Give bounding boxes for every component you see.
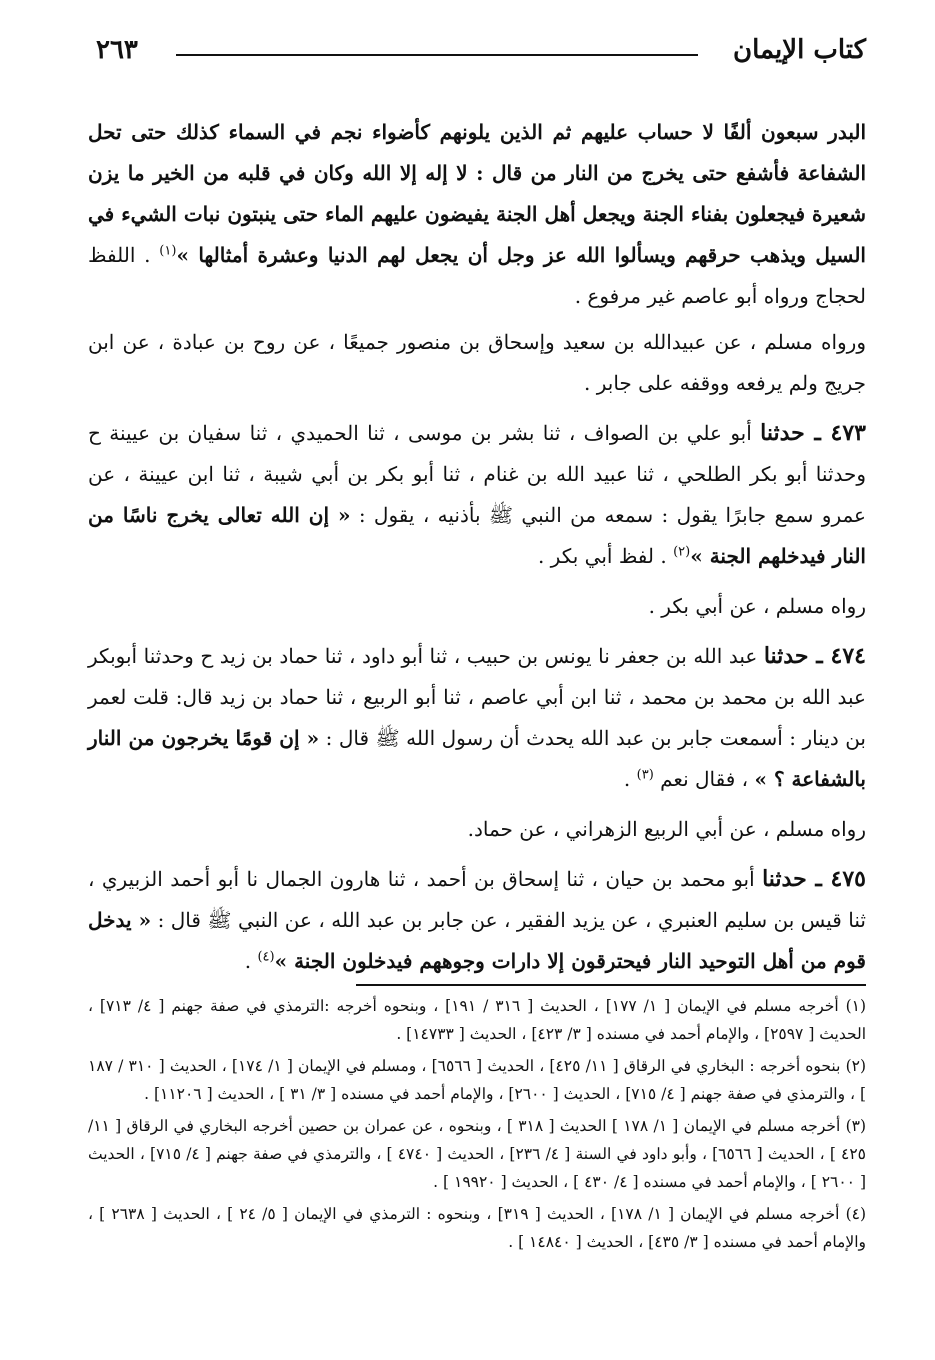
hadith-tail-end: . bbox=[623, 767, 637, 791]
footnote-2: (٢) بنحوه أخرجه : البخاري في الرقاق [ ١١/ ٤٢٥] ، الحديث [ ٦٥٦٦] ، ومسلم في الإيمان [ ١/ ١٧٤] ، الحديث [ ٣١٠ / ١٨٧ ] ، والترمذي في صفة جهنم [ ٤/ ٧١٥] ، الحديث [ ٢٦٠٠] ، والإمام أحمد في مسنده [ ٣/ ٣١ ] ، الحديث [ ١١٢٠٦] . bbox=[88, 1057, 867, 1103]
intro-paragraph bbox=[88, 112, 866, 317]
footnote-4: (٤) أخرجه مسلم في الإيمان [ ١/ ١٧٨] ، الحديث [ ٣١٩] ، وبنحوه : الترمذي في الإيمان [ ٥/ ٢٤ ] ، الحديث [ ٢٦٣٨ ] ، والإمام أحمد في مسنده [ ٣/ ٤٣٥] ، الحديث [ ١٤٨٤٠ ] . bbox=[88, 1205, 867, 1251]
narration-paragraph: ورواه مسلم ، عن عبيدالله بن سعيد وإسحاق بن منصور جميعًا ، عن روح بن عبادة ، عن ابن جريج ولم يرفعه ووقفه على جابر . bbox=[88, 330, 866, 395]
main-text bbox=[88, 112, 866, 991]
footnote-separator bbox=[356, 984, 866, 986]
footnote-mark: (٣) bbox=[636, 767, 654, 783]
header-rule bbox=[176, 54, 698, 56]
isnad-text: أبو محمد بن حيان ، ثنا إسحاق بن أحمد ، ثنا هارون الجمال نا أبو أحمد الزبيري ، ثنا قيس بن سليم العنبري ، عن يزيد الفقير ، عن جابر بن عبد الله ، عن النبي ﷺ قال : bbox=[88, 867, 866, 932]
hadith-number: ٤٧٥ ـ حدثنا bbox=[762, 866, 866, 892]
matn-bold: « يدخل قوم من أهل التوحيد النار فيحترقون إلا دارات وجوههم فيدخلون الجنة » bbox=[88, 908, 866, 973]
hadith-473 bbox=[88, 413, 866, 577]
narration-paragraph: رواه مسلم ، عن أبي الربيع الزهراني ، عن حماد. bbox=[467, 817, 866, 841]
hadith-number: ٤٧٣ ـ حدثنا bbox=[760, 420, 866, 446]
hadith-474 bbox=[88, 636, 866, 800]
running-title: كتاب الإيمان bbox=[732, 35, 866, 65]
intro-tail: . اللفظ لحجاج ورواه أبو عاصم غير مرفوع . bbox=[88, 243, 866, 308]
page-number: ٢٦٣ bbox=[96, 35, 138, 65]
footnotes bbox=[88, 992, 866, 1260]
isnad-text: عبد الله بن جعفر نا يونس بن حبيب ، ثنا أبو داود ، ثنا حماد بن زيد ح وحدثنا أبوبكر عبد الله بن محمد بن محمد ، ثنا ابن أبي عاصم ، ثنا أبو الربيع ، ثنا حماد بن زيد قال: قلت لعمر بن دينار : أسمعت جابر بن عبد الله يحدث أن رسول الله ﷺ قال : bbox=[88, 644, 866, 750]
hadith-tail: . لفظ أبي بكر . bbox=[537, 544, 674, 568]
footnote-mark: (٤) bbox=[257, 949, 275, 965]
hadith-number: ٤٧٤ ـ حدثنا bbox=[763, 643, 866, 669]
matn-bold: « إن قومًا يخرجون من النار بالشفاعة ؟ » bbox=[88, 726, 866, 791]
isnad-text: أبو علي بن الصواف ، ثنا بشر بن موسى ، ثنا الحميدي ، ثنا سفيان بن عيينة ح وحدثنا أبو بكر الطلحي ، ثنا عبيد الله بن غنام ، ثنا أبو بكر بن أبي شيبة ، ثنا ابن عيينة ، عن عمرو سمع جابرًا يقول : سمعه من النبي ﷺ بأذنيه ، يقول : bbox=[88, 421, 866, 527]
matn-bold: « إن الله تعالى يخرج ناسًا من النار فيدخلهم الجنة » bbox=[88, 503, 866, 568]
footnote-1: (١) أخرجه مسلم في الإيمان [ ١/ ١٧٧] ، الحديث [ ٣١٦ / ١٩١] ، وبنحوه أخرجه :الترمذي في صفة جهنم [ ٤/ ٧١٣] ، الحديث [ ٢٥٩٧] ، والإمام أحمد في مسنده [ ٣/ ٤٢٣] ، الحديث [ ١٤٧٣٣] . bbox=[88, 997, 867, 1043]
narration-paragraph: رواه مسلم ، عن أبي بكر . bbox=[648, 594, 866, 618]
footnote-mark: (١) bbox=[159, 243, 177, 259]
footnote-3: (٣) أخرجه مسلم في الإيمان [ ١/ ١٧٨ ] الحديث [ ٣١٨ ] ، وبنحوه ، عن عمران بن حصين أخرجه البخاري في الرقاق [ ١١/ ٤٢٥ ] ، الحديث [ ٦٥٦٦] ، وأبو داود في السنة [ ٤/ ٢٣٦] ، الحديث [ ٤٧٤٠ ] ، والترمذي في صفة جهنم [ ٤/ ٧١٥] ، الحديث [ ٢٦٠٠ ] ، والإمام أحمد في مسنده [ ٤/ ٤٣٠ ] ، الحديث [ ١٩٩٢٠ ] . bbox=[88, 1117, 867, 1191]
hadith-tail: . bbox=[244, 949, 258, 973]
hadith-text-bold: البدر سبعون ألفًا لا حساب عليهم ثم الذين يلونهم كأضواء نجم في السماء كذلك حتى تحل الشفاعة فأشفع حتى يخرج من النار من قال : لا إله إلا الله وكان في قلبه من الخير ما يزن شعيرة فيجعلون بفناء الجنة ويجعل أهل الجنة يفيضون عليهم الماء حتى ينبتون نبات الشيء في السيل ويذهب حرقهم ويسألوا الله عز وجل أن يجعل لهم الدنيا وعشرة أمثالها » bbox=[88, 120, 866, 267]
footnote-mark: (٢) bbox=[673, 544, 691, 560]
hadith-475 bbox=[88, 859, 866, 982]
page-header bbox=[96, 30, 866, 76]
hadith-tail: ، فقال نعم bbox=[653, 767, 755, 791]
